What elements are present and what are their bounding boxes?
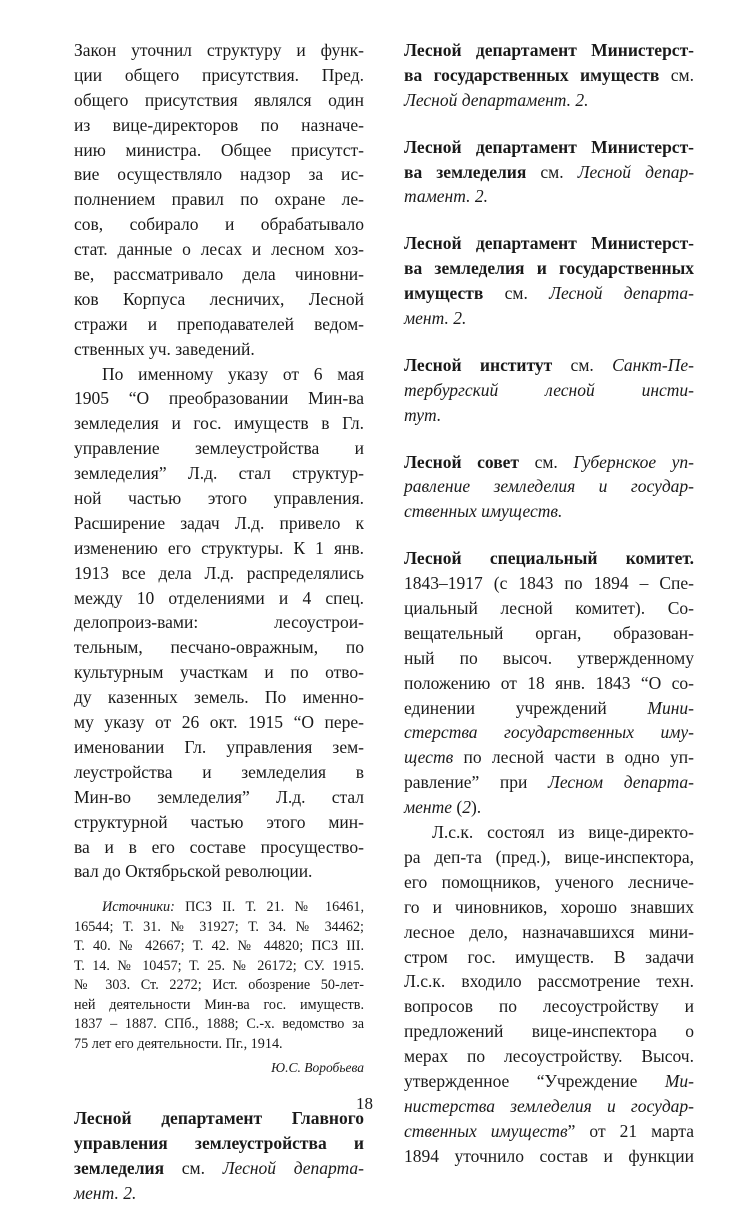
text-line: вие осуществляло надзор за ис- [74, 164, 364, 185]
text-line: ственных уч. заведений. [74, 338, 255, 359]
text-line: леустройства и земледелия в [74, 761, 364, 782]
text-line: стат. данные о лесах и лесном хоз- [74, 239, 364, 260]
text-line: ра деп-та (пред.), вице-инспектора, [404, 846, 694, 867]
text-line: мерах по лесоустройству. Высоч. [404, 1046, 694, 1067]
cross-reference: Ми- [664, 1070, 694, 1091]
text-line [404, 135, 694, 160]
text-line: из вице-директоров по назначе- [74, 114, 364, 135]
text-line [404, 499, 694, 524]
entry-heading: Лесной департамент Министерст- [404, 233, 694, 254]
text-line [404, 160, 694, 185]
sources-line [74, 898, 364, 918]
cross-reference: мент. 2. [74, 1182, 137, 1203]
text-line [404, 795, 694, 820]
text-span: по лесной части в одно уп- [453, 747, 694, 768]
entry-heading: Лесной департамент Министерст- [404, 136, 694, 157]
text-line: стром гос. имуществ. В задачи [404, 946, 694, 967]
see-text: см. [526, 161, 578, 182]
text-line: между 10 отделениями и 4 спец. [74, 587, 364, 608]
text-span: ). [470, 797, 482, 818]
text-line: земледелия” Л.д. стал структур- [74, 463, 364, 484]
text-line: ве, рассматривало дела чиновни- [74, 264, 364, 285]
text-line: вал до Октябрьской революции. [74, 861, 313, 882]
text-line: 1843–1917 (с 1843 по 1894 – Спе- [404, 573, 694, 594]
left-column [74, 38, 364, 1206]
cross-reference: тамент. 2. [404, 186, 488, 207]
text-line: общего присутствия являлся один [74, 89, 364, 110]
cross-reference: ственных имуществ. [404, 501, 563, 522]
text-line: нию министра. Общее присутст- [74, 139, 364, 160]
text-line [404, 1069, 694, 1094]
text-line: лесное дело, назначавшихся мини- [404, 921, 694, 942]
text-line [404, 281, 694, 306]
entry-heading: ва земледелия [404, 161, 527, 182]
text-line: ной частью этого управления. [74, 488, 364, 509]
sources-line: ней деятельности Мин-ва гос. имуществ. [74, 996, 364, 1013]
text-line [404, 770, 694, 795]
sources-text: ПСЗ II. Т. 21. № 16461, [174, 899, 364, 916]
entry-heading: ва земледелия и государственных [404, 258, 694, 279]
text-line: Мин-во земледелия” Л.д. стал [74, 786, 364, 807]
text-line: По именному указу от 6 мая [102, 363, 364, 384]
dictionary-entry [404, 135, 694, 210]
entry-heading: Лесной департамент Министерст- [404, 40, 694, 60]
dictionary-entry [404, 353, 694, 428]
cross-reference: нистерства земледелия и государ- [404, 1095, 694, 1116]
text-line: 1913 все дела Л.д. распределялись [74, 562, 364, 583]
page-number: 18 [356, 1094, 373, 1113]
text-line: 1905 “О преобразовании Мин-ва [74, 388, 364, 409]
paragraph [74, 362, 364, 885]
cross-reference: Губернское уп- [573, 451, 695, 472]
see-text: см. [164, 1158, 223, 1179]
cross-reference: Лесной депар- [577, 161, 695, 182]
cross-reference: Лесной департа- [222, 1158, 364, 1179]
sources-line: Т. 40. № 42667; Т. 42. № 44820; ПСЗ III. [74, 938, 364, 955]
text-span: равление” при [404, 772, 549, 793]
text-line: му указу от 26 окт. 1915 “О пере- [74, 712, 364, 733]
cross-reference: Мини- [647, 697, 694, 718]
sources-line: № 303. Ст. 2272; Ист. обозрение 50-лет- [74, 977, 364, 994]
dictionary-entry [74, 1106, 364, 1206]
text-line: Л.с.к. входило рассмотрение техн. [404, 971, 694, 992]
paragraph [74, 38, 364, 362]
text-line: ду казенных земель. По именно- [74, 687, 364, 708]
cross-reference: ществ [404, 747, 454, 768]
cross-reference: мент. 2. [404, 308, 467, 329]
text-line: делопроиз-вами: лесоустрои- [74, 612, 364, 633]
text-line: го и чиновников, хорошо знавших [404, 896, 694, 917]
text-line: ции общего присутствия. Пред. [74, 64, 364, 85]
sources-label: Источники: [102, 899, 175, 916]
sources-line: Т. 14. № 10457; Т. 25. № 26172; СУ. 1915. [74, 957, 364, 974]
see-text: см. [659, 64, 694, 85]
text-line: сов, собирало и обрабатывало [74, 214, 364, 235]
cross-reference: 2 [462, 797, 471, 818]
text-line: его помощников, ученого лесниче- [404, 871, 694, 892]
text-line: предложений вице-инспектора о [404, 1021, 694, 1042]
dictionary-entry [404, 546, 694, 1168]
entry-heading: земледелия [74, 1158, 165, 1179]
text-line: ва и в его составе просущество- [74, 836, 364, 857]
dictionary-entry [404, 38, 694, 113]
cross-reference: Лесной департа- [549, 283, 695, 304]
text-line [404, 353, 694, 378]
text-line [404, 63, 694, 88]
text-line: культурным участкам и по отво- [74, 662, 364, 683]
text-line: структурной частью этого мин- [74, 811, 364, 832]
text-line [404, 256, 694, 281]
text-line: управление землеустройства и [74, 438, 364, 459]
text-line [404, 231, 694, 256]
cross-reference: Лесной департамент. 2. [404, 89, 589, 110]
author-signature: Ю.С. Воробьева [271, 1060, 364, 1076]
text-line [404, 1119, 694, 1144]
sources-line: 1837 – 1887. СПб., 1888; С.-х. ведомство за [74, 1016, 364, 1033]
sources-block [74, 898, 364, 1054]
text-line: вопросов по лесоустройству и [404, 996, 694, 1017]
text-line [404, 184, 694, 209]
text-line [74, 1181, 364, 1206]
text-line: изменению его структуры. К 1 янв. [74, 537, 364, 558]
sources-line: 16544; Т. 31. № 31927; Т. 34. № 34462; [74, 918, 364, 935]
text-line [404, 88, 694, 113]
text-line [404, 403, 694, 428]
text-line: Л.с.к. состоял из вице-директо- [432, 822, 694, 843]
right-column [404, 38, 694, 1169]
dictionary-entry [404, 450, 694, 525]
text-line: стражи и преподавателей ведом- [74, 313, 364, 334]
text-line: 1894 уточнило состав и функции [404, 1145, 694, 1166]
text-span: ” от 21 марта [567, 1120, 694, 1141]
dictionary-entry [404, 231, 694, 331]
cross-reference: тербургский лесной инсти- [404, 379, 694, 400]
see-text: см. [483, 283, 550, 304]
text-line [404, 546, 694, 571]
cross-reference: Лесном департа- [548, 772, 694, 793]
text-line: вещательный орган, образован- [404, 622, 694, 643]
text-line [74, 1156, 364, 1181]
text-span: ( [452, 797, 463, 818]
see-text: см. [519, 451, 574, 472]
entry-heading: управления землеустройства и [74, 1133, 364, 1154]
text-line [404, 745, 694, 770]
text-line: положению от 18 янв. 1843 “О со- [404, 672, 694, 693]
entry-heading: ва государственных имуществ [404, 64, 660, 85]
text-line: ный по высоч. утвержденному [404, 647, 694, 668]
see-text: см. [552, 354, 613, 375]
text-line [404, 474, 694, 499]
text-line: именовании Гл. управления зем- [74, 736, 364, 757]
text-line [74, 1131, 364, 1156]
text-line [404, 38, 694, 63]
text-line: земледелия и гос. имуществ в Гл. [74, 413, 364, 434]
text-line: ков Корпуса лесничих, Лесной [74, 288, 364, 309]
text-line [404, 720, 694, 745]
text-line [404, 450, 694, 475]
text-line: циальный лесной комитет). Со- [404, 598, 694, 619]
entry-heading: Лесной департамент Главного [74, 1108, 364, 1129]
cross-reference: менте [404, 797, 453, 818]
text-line [404, 378, 694, 403]
text-line: полнением правил по охране ле- [74, 189, 364, 210]
cross-reference: ственных имуществ [404, 1120, 568, 1141]
entry-heading: Лесной институт [404, 354, 553, 375]
text-line: Закон уточнил структуру и функ- [74, 40, 364, 60]
cross-reference: стерства государственных иму- [404, 722, 694, 743]
cross-reference: Санкт-Пе- [612, 354, 694, 375]
entry-heading: имуществ [404, 283, 484, 304]
text-span: единении учреждений [404, 697, 648, 718]
entry-heading: Лесной совет [404, 451, 520, 472]
cross-reference: равление земледелия и государ- [404, 476, 694, 497]
text-line [404, 696, 694, 721]
entry-heading: Лесной специальный комитет. [404, 548, 694, 569]
text-line: тельным, песчано-овражным, по [74, 637, 364, 658]
text-span: утвержденное “Учреждение [404, 1070, 665, 1091]
sources-line: 75 лет его деятельности. Пг., 1914. [74, 1035, 283, 1052]
cross-reference: тут. [404, 404, 442, 425]
text-line [404, 306, 694, 331]
text-line: Расширение задач Л.д. привело к [74, 512, 364, 533]
